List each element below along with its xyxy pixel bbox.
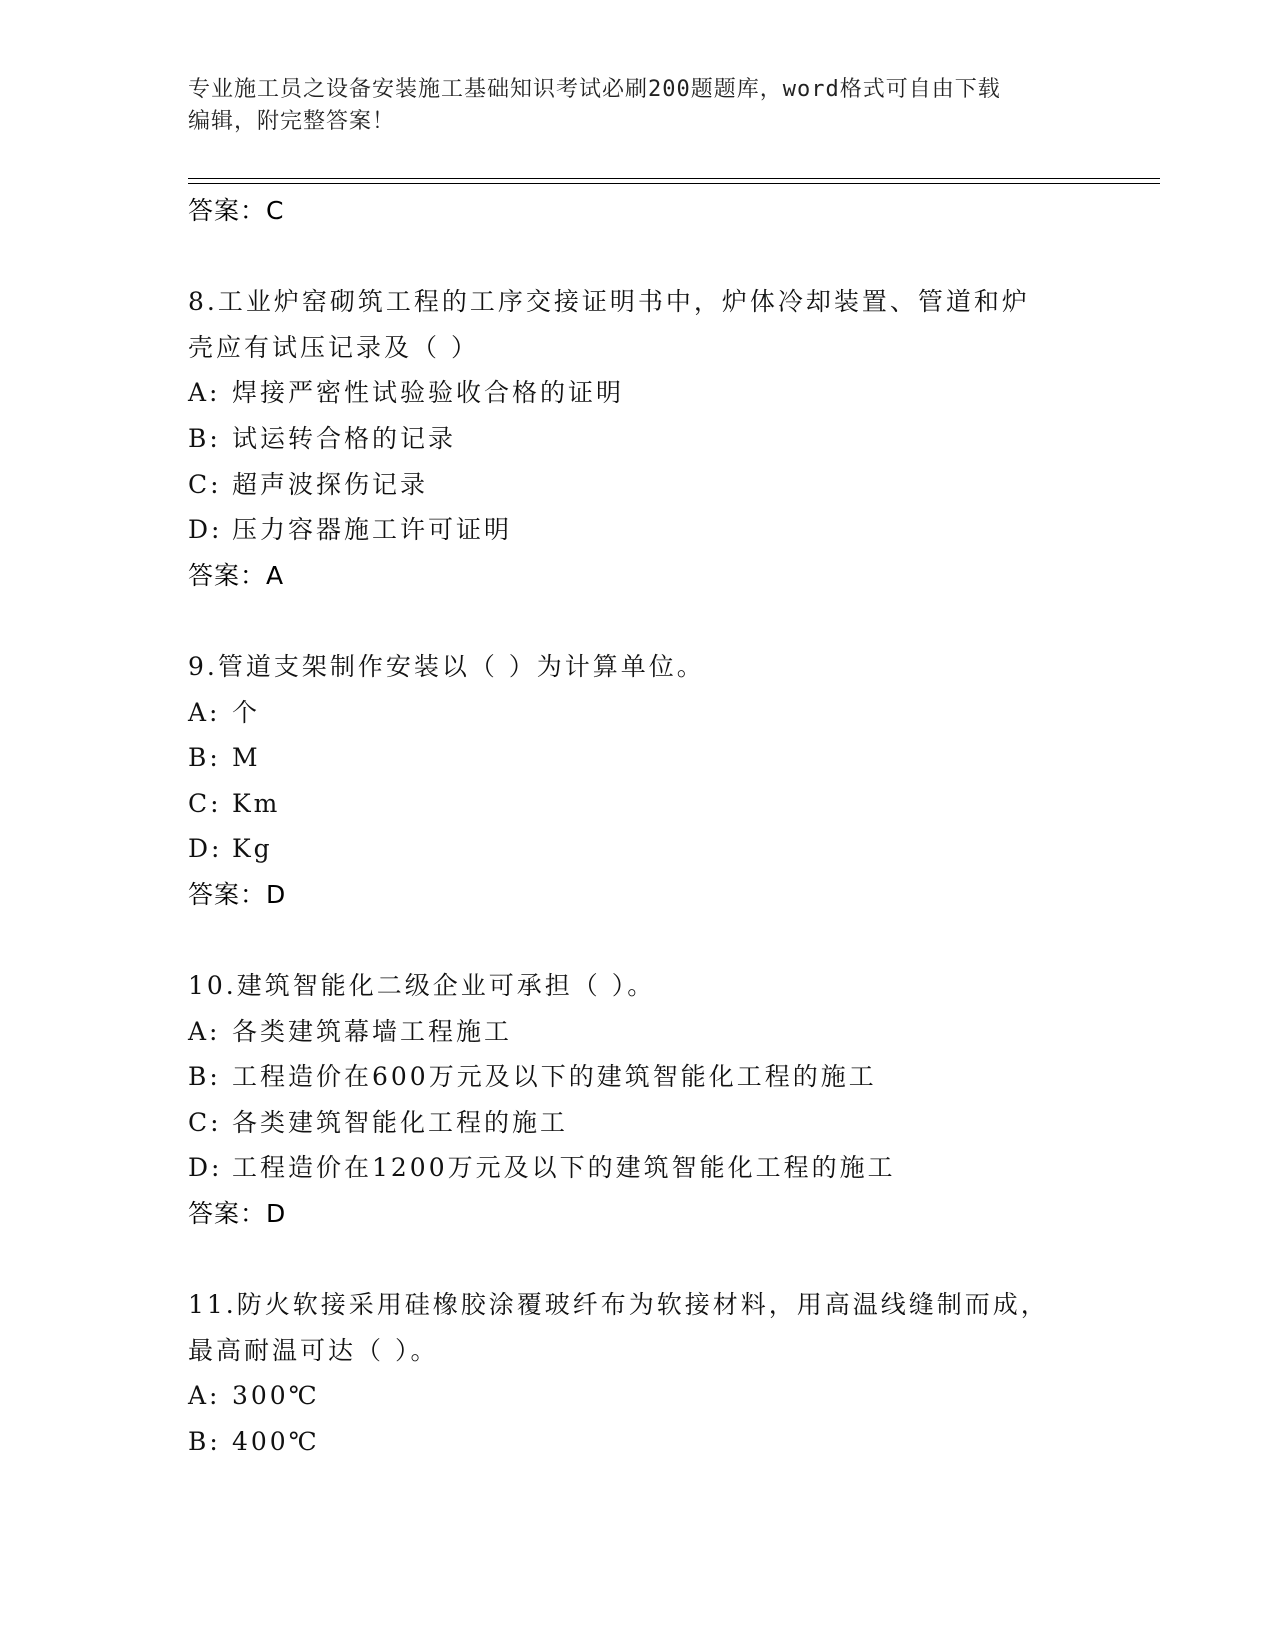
option-text: M	[232, 743, 261, 773]
question-9	[188, 644, 1148, 918]
option-text: 压力容器施工许可证明	[232, 515, 513, 545]
answer: 答案：D	[188, 879, 287, 909]
header-divider-top	[188, 178, 1160, 179]
answer: 答案：D	[188, 1199, 287, 1229]
question-11	[188, 1282, 1148, 1464]
option-text: 工程造价在600万元及以下的建筑智能化工程的施工	[232, 1062, 877, 1092]
option-text: 超声波探伤记录	[232, 469, 429, 499]
option-c	[188, 462, 1148, 508]
spacer	[188, 1237, 1148, 1283]
option-d	[188, 826, 1148, 872]
page-header	[188, 74, 1088, 138]
option-a	[188, 690, 1148, 736]
option-text: Kg	[232, 834, 273, 864]
question-stem: 10.建筑智能化二级企业可承担（ ）。	[188, 971, 656, 1001]
option-key: A:	[188, 1016, 221, 1046]
option-a	[188, 370, 1148, 416]
option-key: A:	[188, 378, 221, 408]
option-key: D:	[188, 834, 223, 864]
option-key: C:	[188, 1107, 222, 1137]
option-text: 各类建筑幕墙工程施工	[232, 1016, 513, 1046]
spacer	[188, 598, 1148, 644]
option-text: 400℃	[232, 1427, 320, 1457]
option-key: C:	[188, 469, 222, 499]
option-text: 工程造价在1200万元及以下的建筑智能化工程的施工	[232, 1153, 896, 1183]
option-key: A:	[188, 697, 221, 727]
question-stem-continued: 壳应有试压记录及（ ）	[188, 332, 479, 362]
option-text: 各类建筑智能化工程的施工	[232, 1107, 569, 1137]
option-key: D:	[188, 1153, 223, 1183]
spacer	[188, 918, 1148, 964]
question-8	[188, 279, 1148, 598]
option-key: B:	[188, 1062, 221, 1092]
question-list	[188, 188, 1148, 1465]
option-a	[188, 1373, 1148, 1419]
question-stem: 11.防火软接采用硅橡胶涂覆玻纤布为软接材料，用高温线缝制而成，	[188, 1290, 1049, 1320]
option-b	[188, 1054, 1148, 1100]
option-key: B:	[188, 743, 221, 773]
header-divider-bottom	[188, 183, 1160, 184]
option-key: D:	[188, 515, 223, 545]
document-title-line-1: 专业施工员之设备安装施工基础知识考试必刷200题题库，word格式可自由下载	[188, 77, 1001, 102]
option-text: Km	[232, 788, 281, 818]
previous-answer: 答案：C	[188, 196, 285, 225]
option-b	[188, 735, 1148, 781]
option-a	[188, 1009, 1148, 1055]
question-stem: 8.工业炉窑砌筑工程的工序交接证明书中，炉体冷却装置、管道和炉	[188, 287, 1030, 317]
option-text: 个	[232, 697, 261, 727]
option-text: 焊接严密性试验验收合格的证明	[232, 378, 625, 408]
option-c	[188, 1100, 1148, 1146]
option-b	[188, 1419, 1148, 1465]
option-text: 300℃	[232, 1381, 320, 1411]
answer: 答案：A	[188, 560, 285, 590]
option-key: A:	[188, 1381, 221, 1411]
question-stem: 9.管道支架制作安装以（ ）为计算单位。	[188, 651, 705, 681]
option-d	[188, 507, 1148, 553]
question-stem-continued: 最高耐温可达（ ）。	[188, 1335, 439, 1365]
question-10	[188, 963, 1148, 1237]
spacer	[188, 234, 1148, 280]
option-b	[188, 416, 1148, 462]
option-key: B:	[188, 1427, 221, 1457]
document-title-line-2: 编辑，附完整答案！	[188, 109, 396, 134]
option-key: B:	[188, 423, 221, 453]
option-text: 试运转合格的记录	[232, 423, 457, 453]
option-d	[188, 1145, 1148, 1191]
option-key: C:	[188, 788, 222, 818]
option-c	[188, 781, 1148, 827]
